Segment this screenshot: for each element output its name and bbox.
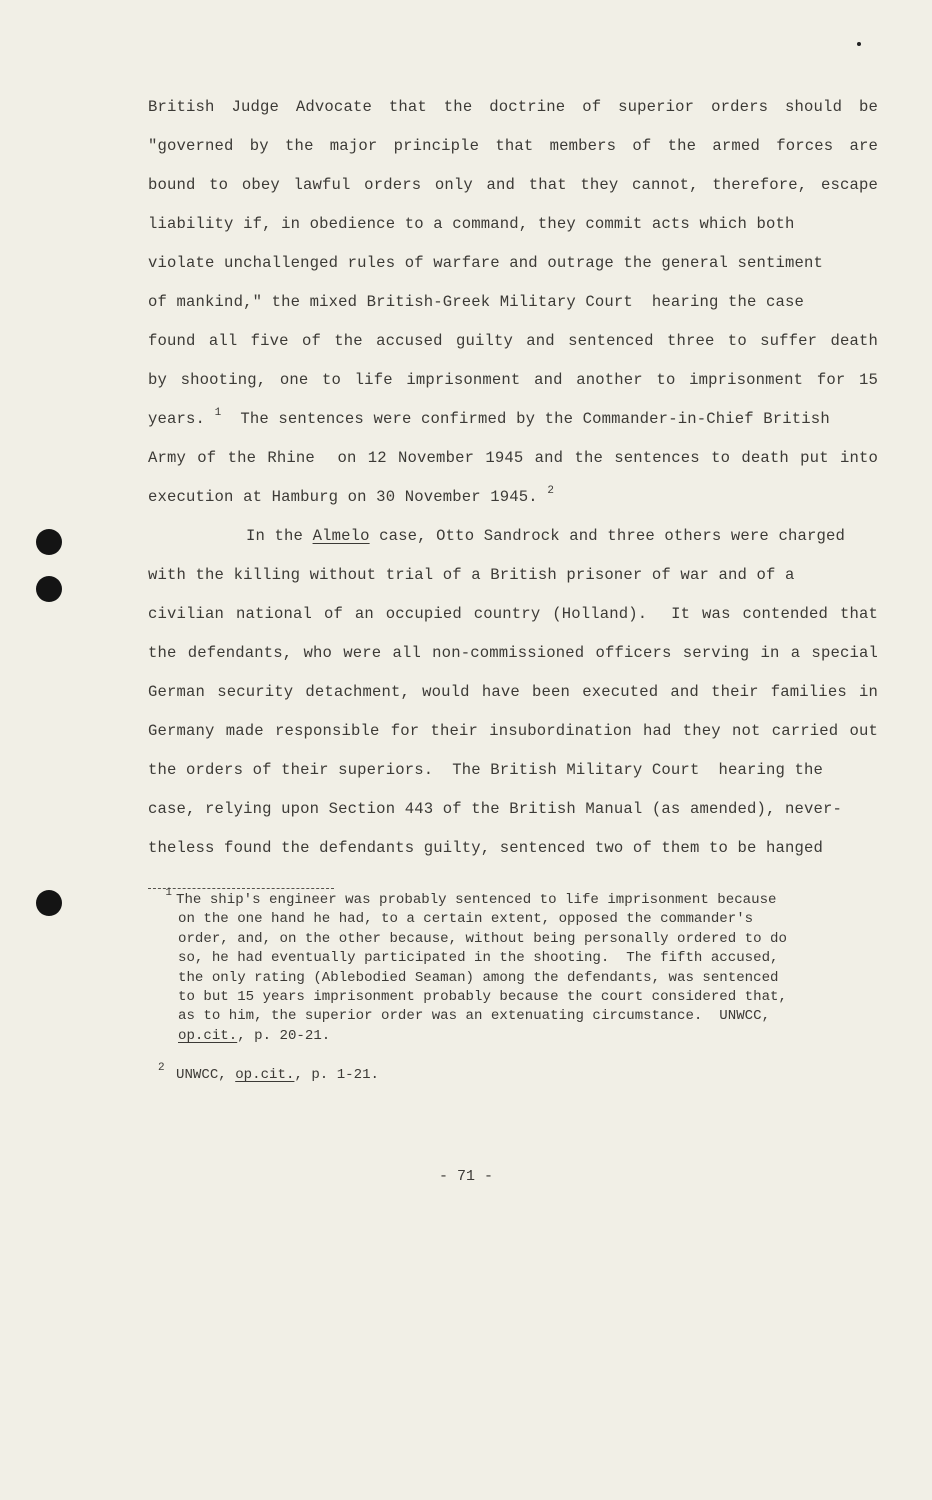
footnote-2-cite-pages: , p. 1-21. [294, 1067, 380, 1083]
footnote-1-cite-pages: , p. 20-21. [237, 1027, 331, 1044]
body-line-with-note [148, 478, 878, 517]
footnote-1-line: as to him, the superior order was an extenuating circumstance. UNWCC, [178, 1008, 771, 1025]
footnote-1-line: so, he had eventually participated in the shooting. The fifth accused, [178, 950, 779, 967]
body-line: with the killing without trial of a British prisoner of war and of a [148, 566, 795, 584]
footnote-2-marker: 2 [158, 1062, 165, 1074]
footnote-1-line: to but 15 years imprisonment probably because the court considered that, [178, 989, 787, 1006]
body-line: the orders of their superiors. The British Military Court hearing the [148, 761, 824, 779]
body-line: violate unchallenged rules of warfare and outrage the general sentiment [148, 254, 824, 272]
case-name-almelo: Almelo [312, 527, 370, 545]
body-text [148, 88, 878, 868]
note-ref-2: 2 [547, 485, 555, 497]
footnote-1-marker: 1 [165, 887, 172, 899]
footnote-1-line: the only rating (Ablebodied Seaman) among the defendants, was sentenced [178, 969, 779, 986]
footnote-2-prefix: UNWCC, [176, 1067, 236, 1083]
footnote-1-line: The ship's engineer was probably sentenced to life imprisonment because [176, 892, 777, 908]
footnote-2-marker-box [148, 1062, 176, 1085]
body-line-text: execution at Hamburg on 30 November 1945. [148, 488, 538, 506]
footnote-1-cite: op.cit. [178, 1027, 238, 1044]
paragraph-continuation: case, Otto Sandrock and three others were charged [379, 527, 846, 545]
paragraph-intro: In the [246, 527, 304, 545]
footnote-2-cite: op.cit. [235, 1067, 295, 1083]
footnote-1-line: order, and, on the other because, without being personally ordered to do [178, 930, 787, 947]
body-line: British Judge Advocate that the doctrine of superior orders should be [148, 98, 878, 116]
body-line: the defendants, who were all non-commissioned officers serving in a special [148, 644, 878, 662]
body-line-continuation: The sentences were confirmed by the Commander-in-Chief British [240, 410, 830, 428]
note-ref-1: 1 [214, 407, 222, 419]
body-line: found all five of the accused guilty and sentenced three to suffer death [148, 332, 878, 350]
body-line: liability if, in obedience to a command, they commit acts which both [148, 215, 795, 233]
years-word: years. [148, 410, 206, 428]
body-line-with-note [148, 400, 878, 439]
body-line: bound to obey lawful orders only and that they cannot, therefore, escape [148, 176, 878, 194]
speck-mark [857, 42, 861, 46]
body-line: by shooting, one to life imprisonment and another to imprisonment for 15 [148, 371, 878, 389]
body-line: German security detachment, would have been executed and their families in [148, 683, 878, 701]
body-line: civilian national of an occupied country (Holland). It was contended that [148, 605, 878, 623]
body-line: Germany made responsible for their insubordination had they not carried out [148, 722, 878, 740]
footnote-1-marker-box [148, 887, 176, 910]
punch-hole-top [36, 529, 62, 555]
punch-hole-bottom [36, 890, 62, 916]
body-line: theless found the defendants guilty, sentenced two of them to be hanged [148, 839, 824, 857]
body-line: Army of the Rhine on 12 November 1945 and the sentences to death put into [148, 449, 878, 467]
body-line: case, relying upon Section 443 of the British Manual (as amended), never- [148, 800, 843, 818]
body-line: of mankind," the mixed British-Greek Military Court hearing the case [148, 293, 805, 311]
body-line: "governed by the major principle that members of the armed forces are [148, 137, 878, 155]
footnote-2 [148, 1062, 878, 1085]
paragraph-start-line [148, 517, 878, 556]
footnote-1-line: on the one hand he had, to a certain extent, opposed the commander's [178, 911, 754, 928]
footnote-1 [148, 887, 878, 1046]
footnote-separator [148, 888, 334, 889]
punch-hole-middle [36, 576, 62, 602]
page-number: - 71 - [438, 1168, 493, 1185]
